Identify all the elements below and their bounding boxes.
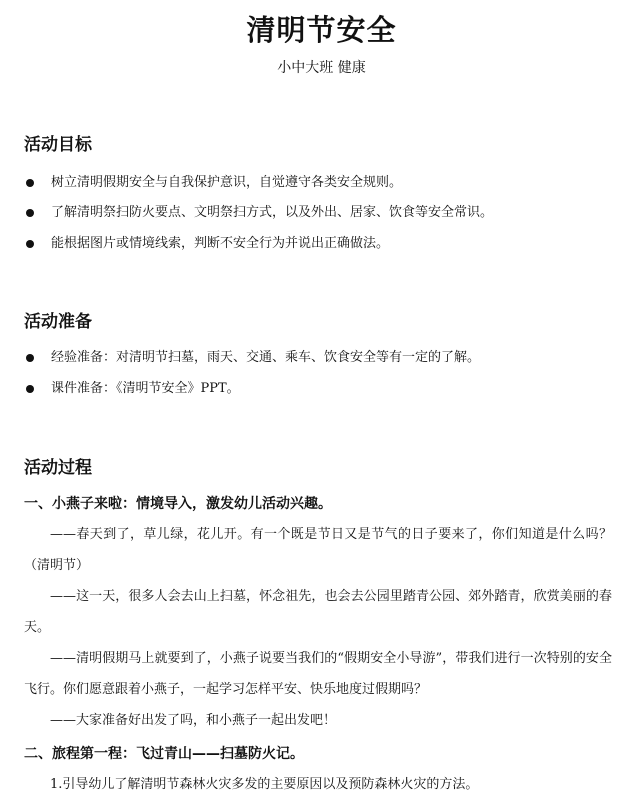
section-heading-prep: 活动准备 — [24, 312, 92, 332]
step-one-paragraph: ——清明假期马上就要到了，小燕子说要当我们的“假期安全小导游”，带我们进行一次特别的安全飞行。你们愿意跟着小燕子，一起学习怎样平安、快乐地度过假期吗？ — [24, 651, 612, 697]
bullet-dot-icon — [26, 209, 34, 217]
bullet-dot-icon — [26, 354, 34, 362]
goal-item-text: 了解清明祭扫防火要点、文明祭扫方式，以及外出、居家、饮食等安全常识。 — [51, 205, 494, 220]
goal-item — [24, 172, 623, 194]
prep-item-text: 经验准备：对清明节扫墓，雨天、交通、乘车、饮食安全等有一定的了解。 — [51, 350, 481, 365]
step-one-title: 一、小燕子来啦：情境导入，激发幼儿活动兴趣。 — [24, 496, 332, 512]
step-two-first-line: 1.引导幼儿了解清明节森林火灾多发的主要原因以及预防森林火灾的方法。 — [50, 777, 479, 792]
bullet-dot-icon — [26, 179, 34, 187]
page-title: 清明节安全 — [246, 13, 397, 47]
section-heading-goals: 活动目标 — [24, 135, 92, 155]
prep-item — [24, 347, 623, 369]
step-one-paragraph: ——这一天，很多人会去山上扫墓，怀念祖先，也会去公园里踏青公园、郊外踏青，欣赏美丽的春天。 — [24, 589, 612, 635]
prep-item-text: 课件准备：《清明节安全》PPT。 — [51, 381, 240, 396]
goal-item-text: 树立清明假期安全与自我保护意识，自觉遵守各类安全规则。 — [51, 175, 403, 190]
step-two-title: 二、旅程第一程：飞过青山——扫墓防火记。 — [24, 746, 304, 762]
bullet-dot-icon — [26, 385, 34, 393]
step-one-paragraph: ——大家准备好出发了吗，和小燕子一起出发吧！ — [50, 713, 337, 728]
goal-item-text: 能根据图片或情境线索，判断不安全行为并说出正确做法。 — [51, 236, 390, 251]
prep-item — [24, 378, 623, 400]
section-heading-process: 活动过程 — [24, 458, 92, 478]
bullet-dot-icon — [26, 240, 34, 248]
step-one-paragraph: ——春天到了，草儿绿，花儿开。有一个既是节日又是节气的日子要来了，你们知道是什么吗？（清明节） — [24, 527, 612, 573]
page-subtitle: 小中大班 健康 — [277, 60, 366, 76]
goal-item — [24, 202, 623, 224]
goal-item — [24, 233, 623, 255]
